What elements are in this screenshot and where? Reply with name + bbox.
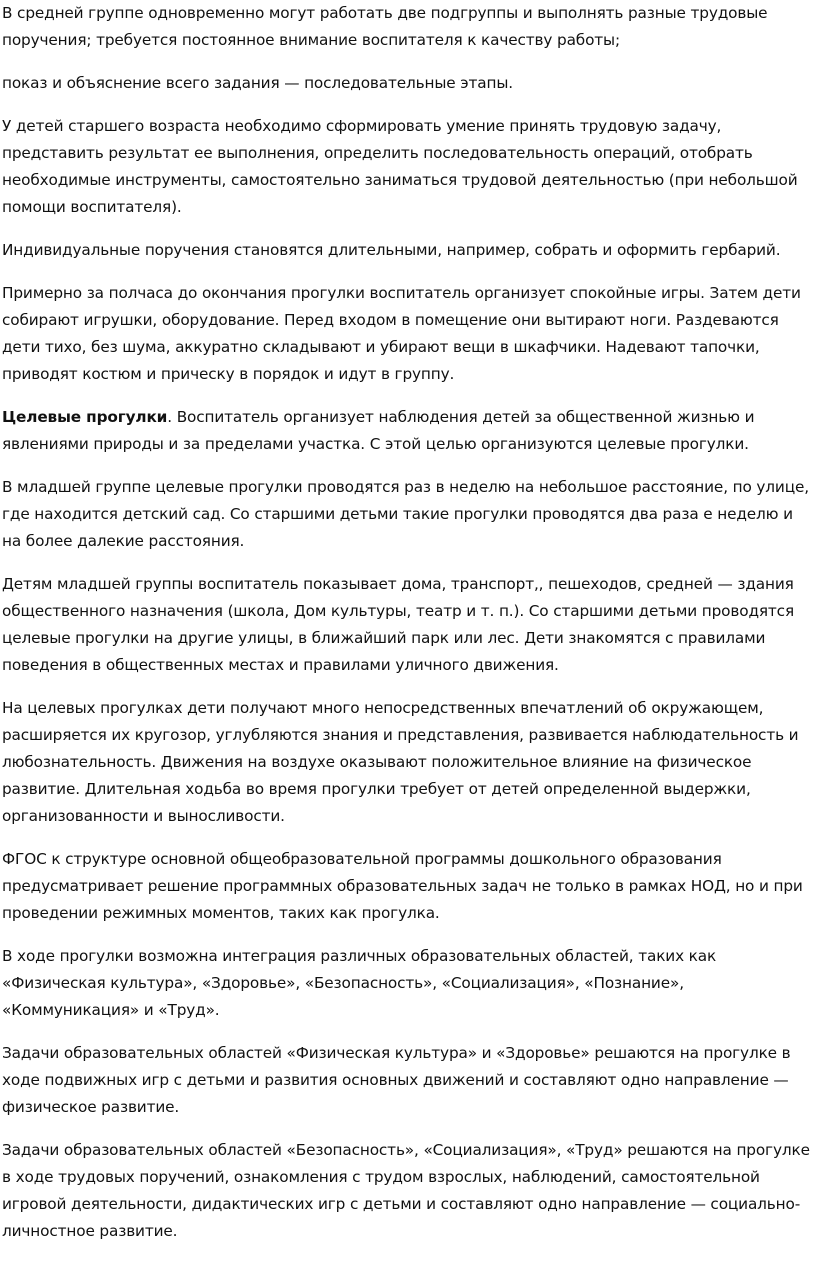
- paragraph-middle-group-subgroups: В средней группе одновременно могут работать две подгруппы и выполнять разные трудовые поручения; требуется постоянное внимание воспитателя к качеству работы;: [2, 4, 768, 49]
- paragraph-what-children-see: Детям младшей группы воспитатель показывает дома, транспорт,, пешеходов, средней — здания общественного назначения (школа, Дом культуры, театр и т. п.). Со старшими детьми проводятся целевые прогулки на другие улицы, в ближайший парк или лес. Дети знакомятся с правилами поведения в общественных местах и правилами уличного движения.: [2, 575, 794, 674]
- paragraph-walk-impressions: На целевых прогулках дети получают много непосредственных впечатлений об окружающем, расширяется их кругозор, углубляются знания и представления, развивается наблюдательность и любознательность. Движения на воздухе оказывают положительное влияние на физическое развитие. Длительная ходьба во время прогулки требует от детей определенной выдержки, организованности и выносливости.: [2, 699, 799, 825]
- paragraph-task-explanation: показ и объяснение всего задания — последовательные этапы.: [2, 74, 514, 92]
- paragraph-end-of-walk: Примерно за полчаса до окончания прогулки воспитатель организует спокойные игры. Затем дети собирают игрушки, оборудование. Перед входом в помещение они вытирают ноги. Раздеваются дети тихо, без шума, аккуратно складывают и убирают вещи в шкафчики. Надевают тапочки, приводят костюм и прическу в порядок и идут в группу.: [2, 284, 801, 383]
- paragraph-younger-group-walks: В младшей группе целевые прогулки проводятся раз в неделю на небольшое расстояние, по улице, где находится детский сад. Со старшими детьми такие прогулки проводятся два раза е неделю и на более далекие расстояния.: [2, 478, 809, 550]
- paragraph-integration-areas: В ходе прогулки возможна интеграция различных образовательных областей, таких как «Физическая культура», «Здоровье», «Безопасность», «Социализация», «Познание», «Коммуникация» и «Труд».: [2, 947, 717, 1019]
- target-walks-text: . Воспитатель организует наблюдения детей за общественной жизнью и явлениями природы и за пределами участка. С этой целью организуются целевые прогулки.: [2, 408, 755, 453]
- paragraph-social-development: Задачи образовательных областей «Безопасность», «Социализация», «Труд» решаются на прогулке в ходе трудовых поручений, ознакомления с трудом взрослых, наблюдений, самостоятельной игровой деятельности, дидактических игр с детьми и составляют одно направление — социально-личностное развитие.: [2, 1141, 810, 1240]
- paragraph-target-walks: [2, 404, 812, 458]
- paragraph-fgos: ФГОС к структуре основной общеобразовательной программы дошкольного образования предусматривает решение программных образовательных задач не только в рамках НОД, но и при проведении режимных моментов, таких как прогулка.: [2, 850, 803, 922]
- paragraph-individual-assignments: Индивидуальные поручения становятся длительными, например, собрать и оформить гербарий.: [2, 241, 781, 259]
- paragraph-older-children-skills: У детей старшего возраста необходимо сформировать умение принять трудовую задачу, представить результат ее выполнения, определить последовательность операций, отобрать необходимые инструменты, самостоятельно заниматься трудовой деятельностью (при небольшой помощи воспитателя).: [2, 117, 798, 216]
- target-walks-heading: Целевые прогулки: [2, 408, 168, 426]
- paragraph-physical-development: Задачи образовательных областей «Физическая культура» и «Здоровье» решаются на прогулке в ходе подвижных игр с детьми и развития основных движений и составляют одно направление — физическое развитие.: [2, 1044, 791, 1116]
